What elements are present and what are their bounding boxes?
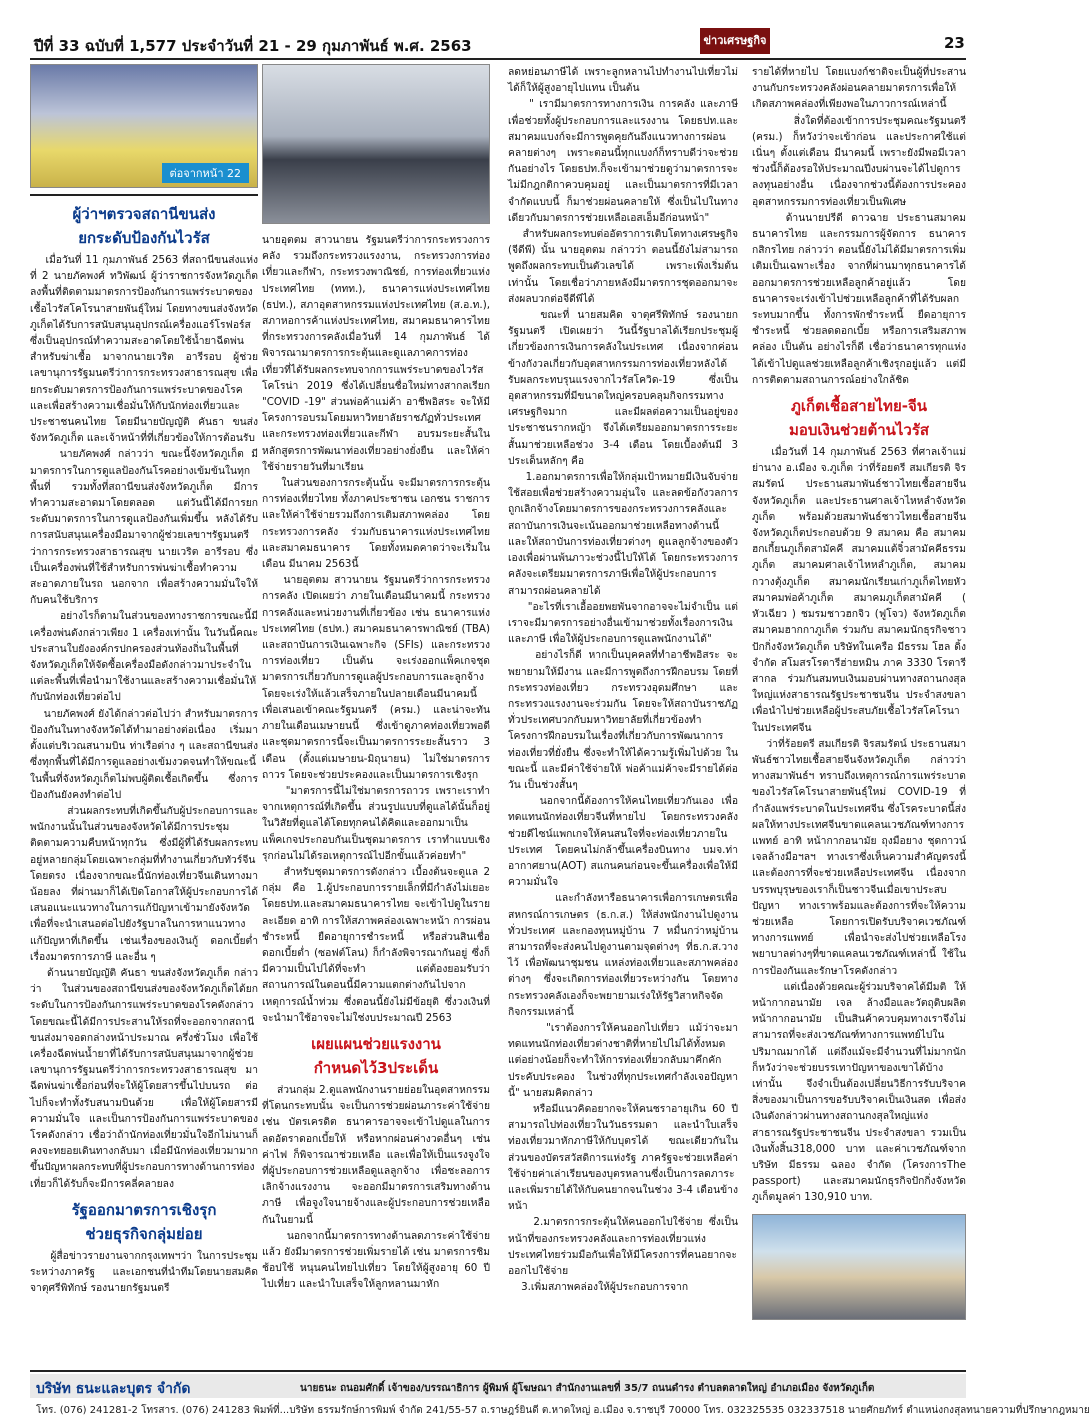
paragraph: รายได้ที่หายไป โดยแบงก์ชาติจะเป็นผู้ที่ประสานงานกับกระทรวงคลังผ่อนคลายมาตรการเพื่อให้เกิดสภาพคล่องที่เพียงพอในภาวการณ์เหล่านี้ <box>752 66 966 111</box>
paragraph: ว่าที่ร้อยตรี สมเกียรติ จิรสมรัตน์ ประธานสมาพันธ์ชาวไทยเชื้อสายจีนจังหวัดภูเก็ต กล่าวว่า ทางสมาพันธ์ฯ ทราบถึงเหตุการณ์การแพร่ระบาด ของไวรัสโคโรนาสายพันธุ์ใหม่ COVID-19 ที่กำลังแพร่ระบาดในประเทศจีน ซึ่งโรคระบาดนี้ส่งผลให้ทางประเทศจีนขาดแคลนเวชภัณฑ์ทางการแพทย์ อาทิ หน้ากากอนามัย ถุงมือยาง ชุดกาวน์ เจลล้างมือฯลฯ ทางเราซึ่งเห็นความสำคัญตรงนี้ และต้องการที่จะช่วยเหลือประเทศจีน เนื่องจากบรรพบุรุษของเราก็เป็นชาวจีนเมื่อเขาประสบปัญหา ทางเราพร้อมและต้องการที่จะให้ความช่วยเหลือ โดยการเปิดรับบริจาคเวชภัณฑ์ทางการแพทย์ เพื่อนำจะส่งไปช่วยเหลือโรงพยาบาลต่างๆที่ขาดแคลนเวชภัณฑ์เหล่านี้ ใช้ในการป้องกันและรักษาโรคดังกล่าว <box>752 737 970 977</box>
header-divider <box>30 58 966 60</box>
paragraph: " เรามีมาตรการทางการเงิน การคลัง และภาษี เพื่อช่วยทั้งผู้ประกอบการและแรงงาน โดยธปท.และสมาคมแบงก์จะมีการพูดคุยกันถึงแนวทางการผ่อนคลายต่างๆ เพราะตอนนี้ทุกแบงก์ก็ทราบดีว่าจะช่วยกันอย่างไร โดยธปท.ก็จะเข้ามาช่วยดูว่ามาตรการจะไม่มีกฎกติกาควบคุมอยู่ และเป็นมาตรการที่มีเวลาจำกัดแบบนี้ ก็มาช่วยผ่อนคลายให้ ซึ่งเป็นไปในทางเดียวกับมาตรการช่วยเหลือเอสเอ็มอีก่อนหน้า" <box>508 98 742 224</box>
paragraph: นายอุตตม สาวนายน รัฐมนตรีว่าการกระทรวงการคลัง เปิดเผยว่า ภายในเดือนมีนาคมนี้ กระทรวงการคลังและหน่วยงานที่เกี่ยวข้อง เช่น ธนาคารแห่งประเทศไทย (ธปท.) สมาคมธนาคารพาณิชย์ (TBA) และสถาบันการเงินเฉพาะกิจ (SFIs) และกระทรวงการท่องเที่ยว เป็นต้น จะเร่งออกแพ็คเกจชุดมาตรการเกี่ยวกับการดูแลผู้ประกอบการและลูกจ้างโดยจะเร่งให้แล้วเสร็จภายในปลายเดือนมีนาคมนี้เพื่อเสนอเข้าคณะรัฐมนตรี (ครม.) และน่าจะทันภายในเดือนเมษายนนี้ ซึ่งเข้าดูภาคท่องเที่ยวพอดี และชุดมาตรการนี้จะเป็นมาตรการระยะสั้นราว 3 เดือน (ตั้งแต่เมษายน-มิถุนายน) ไม่ใช่มาตรการถาวร โดยจะช่วยประคองและเป็นมาตรการเชิงรุก <box>262 574 494 781</box>
paragraph: ส่วนกลุ่ม 2.ดูแลพนักงานรายย่อยในอุตสาหกรรมที่โดนกระทบนั้น จะเป็นการช่วยผ่อนภาระค่าใช้จ่าย เช่น บัตรเครดิต ธนาคารอาจจะเข้าไปดูแลในการลดอัตราดอกเบี้ยให้ หรือหากผ่อนค่างวดอื่นๆ เช่น ค่าไฟ ก็พิจารณาช่วยเหลือ และเพื่อให้เป็นแรงจูงใจที่ผู้ประกอบการช่วยเหลือดูแลลูกจ้าง เพื่อชะลอการเลิกจ้างแรงงาน จะออกมีมาตรการเสริมทางด้านภาษี เพื่อจูงใจนายจ้างและผู้ประกอบการช่วยเหลือกันในยามนี้ <box>262 1083 494 1226</box>
paragraph: นายภัคพงศ์ ยังได้กล่าวต่อไปว่า สำหรับมาตรการป้องกันในทางจังหวัดได้ทำมาอย่างต่อเนื่อง เริ่มมาตั้งแต่บริเวณสนามบิน ท่าเรือต่าง ๆ และสถานีขนส่ง ซึ่งทุกพื้นที่ได้มีการดูแลอย่างเข้มงวดจนทำให้ขณะนี้ในพื้นที่จังหวัดภูเก็ตไม่พบผู้ติดเชื้อเกิดขึ้น ซึ่งการป้องกันยังคงทำต่อไป <box>30 707 262 801</box>
headline-proactive-measures: รัฐออกมาตรการเชิงรุก ช่วยธุรกิจกลุ่มย่อย <box>71 1200 217 1243</box>
paragraph: หรือมีแนวคิดอยากจะให้คนชราอายุเกิน 60 ปี สามารถไปท่องเที่ยวในวันธรรมดา และนำใบเสร็จท่องเที่ยวมาหักภาษีให้กับบุตรได้ ขณะเดียวกันในส่วนของบัตรสวัสดิการแห่งรัฐ ภาครัฐจะช่วยเหลือค่าใช้จ่ายค่าเล่าเรียนของบุตรหลานซึ่งเป็นการลดภาระและเพิ่มรายได้ให้กับคนยากจนในช่วง 3-4 เดือนข้างหน้า <box>508 1103 742 1213</box>
paragraph: อย่างไรก็ตามในส่วนของทางราชการขณะนี้มีเครื่องพ่นดังกล่าวเพียง 1 เครื่องเท่านั้น ในวันนี้คณะประสานใบยังองค์กรปกครองส่วนท้องถิ่นในพื้นที่จังหวัดภูเก็ตให้จัดซื้อเครื่องมือดังกล่าวมาประจำในแต่ละพื้นที่เพื่อนำมาใช้งานและสร้างความเชื่อมั่นให้กับนักท่องเที่ยวต่อไป <box>30 610 258 704</box>
paragraph: 2.มาตรการกระตุ้นให้คนออกไปใช้จ่าย ซึ่งเป็นหน้าที่ของกระทรวงคลังและการท่องเที่ยวแห่งประเทศไทยร่วมมือกันเพื่อให้มีโครงการที่คนอยากจะออกไปใช้จ่าย <box>508 1216 738 1278</box>
publisher-name: บริษัท ธนะและบุตร จำกัด <box>36 1381 191 1397</box>
paragraph: นายอุตตม สาวนายน รัฐมนตรีว่าการกระทรวงการคลัง รวมถึงกระทรวงแรงงาน, กระทรวงการท่องเที่ยวและกีฬา, กระทรวงพาณิชย์, การท่องเที่ยวแห่งประเทศไทย (ททท.), ธนาคารแห่งประเทศไทย (ธปท.), สภาอุตสาหกรรมแห่งประเทศไทย (ส.อ.ท.), สภาหอการค้าแห่งประเทศไทย, สมาคมธนาคารไทย ที่กระทรวงการคลังเมื่อวันที่ 14 กุมภาพันธ์ ได้พิจารณามาตรการกระตุ้นและดูแลภาคการท่องเที่ยวที่ได้รับผลกระทบจากการแพร่ระบาดของไวรัสโคโรน่า 2019 ซึ่งได้เปลี่ยนชื่อใหม่ทางสากลเรียก "COVID -19" ส่วนพ่อค้าแม่ค้า อาชีพอิสระ จะให้มีโครงการอบรมโดยมหาวิทยาลัยราชภัฏทั่วประเทศ และกระทรวงท่องเที่ยวและกีฬา อบรมระยะสั้นในหลักสูตรการพัฒนาท่องเที่ยวอย่างยั่งยืน และให้ค่าใช้จ่ายรายวันที่มาเรียน <box>262 234 494 473</box>
paragraph: ส่วนผลกระทบที่เกิดขึ้นกับผู้ประกอบการและพนักงานนั้นในส่วนของจังหวัดได้มีการประชุมติดตามความคืบหน้าทุกวัน ซึ่งมีผู้ที่ได้รับผลกระทบอยู่หลายกลุ่มโดยเฉพาะกลุ่มที่ทำงานเกี่ยวกับทัวร์จีนโดยตรง เนื่องจากขณะนี้นักท่องเที่ยวจีนเดินทางมาน้อยลง ที่ผ่านมาก็ได้เปิดโอกาสให้ผู้ประกอบการได้เสนอแนะแนวทางในการแก้ปัญหาเข้ามายังจังหวัด เพื่อที่จะนำเสนอต่อไปยังรัฐบาลในการหาแนวทางแก้ปัญหาที่เกิดขึ้น เช่นเรื่องของเงินกู้ ดอกเบี้ยต่ำ เรื่องมาตรการภาษี และอื่น ๆ <box>30 804 262 963</box>
bus-station-photo <box>30 64 258 188</box>
paragraph: 3.เพิ่มสภาพคล่องให้ผู้ประกอบการจาก <box>508 1281 689 1294</box>
headline-labor-plan: เผยแผนช่วยแรงงาน กำหนดไว้3ประเด็น <box>311 1034 441 1077</box>
paragraph: สิ่งใดที่ต้องเข้าการประชุมคณะรัฐมนตรี (ครม.) ก็หวังว่าจะเข้าก่อน และประกาศใช้แต่เนิ่นๆ ตั้งแต่เดือน มีนาคมนี้ เพราะยังมีพอมีเวลา ช่วงนี้ก็ต้องรอให้ประมาณปีงบผ่านจะได้ไปดูการลงทุนอย่างอื่น เนื่องจากช่วงนี้ต้องการประคองอุตสาหกรรมการท่องเที่ยวเป็นพิเศษ <box>752 114 970 208</box>
paragraph: ขณะที่ นายสมคิด จาตุศรีพิทักษ์ รองนายกรัฐมนตรี เปิดเผยว่า วันนี้รัฐบาลได้เรียกประชุมผู้เกี่ยวข้องการเงินการคลังในประเทศ เนื่องจากค่อนข้างกังวลเกี่ยวกับอุตสาหกรรมการท่องเที่ยวหลังได้รับผลกระทบรุนแรงจากไวรัสโควิด-19 ซึ่งเป็นอุตสาหกรรมที่มีขนาดใหญ่ครอบคลุมกิจกรรมทางเศรษฐกิจมาก และมีผลต่อความเป็นอยู่ของประชาชนรากหญ้า จึงได้เตรียมออกมาตรการระยะสั้นมาช่วยเหลือช่วง 3-4 เดือน โดยเบื้องต้นมี 3 ประเด็นหลักๆ คือ <box>508 309 742 467</box>
paragraph: ผู้สื่อข่าวรายงานจากกรุงเทพฯว่า ในการประชุมระหว่างภาครัฐ และเอกชนที่นำทีมโดยนายสมคิด จาตุศรีพิทักษ์ รองนายกรัฐมนตรี <box>30 1249 262 1295</box>
meeting-photo <box>262 64 490 224</box>
paragraph: ในส่วนของการกระตุ้นนั้น จะมีมาตรการกระตุ้นการท่องเที่ยวไทย ทั้งภาคประชาชน เอกชน ราชการ และให้ค่าใช้จ่ายรวมถึงการเติมสภาพคล่อง โดยกระทรวงการคลัง ร่วมกับธนาคารแห่งประเทศไทย และสมาคมธนาคาร โดยทั้งหมดคาดว่าจะเริ่มในเดือน มีนาคม 2563นี้ <box>262 477 494 571</box>
paragraph: นอกจากนี้ต้องการให้คนไทยเที่ยวกันเอง เพื่อทดแทนนักท่องเที่ยวจีนที่หายไป โดยกระทรวงคลังช่วยดีไซน์แพกเกจให้คนสนใจที่จะท่องเที่ยวภายในประเทศ โดยคนไม่กล้าขึ้นเครื่องบินทาง บมจ.ท่าอากาศยาน(AOT) สแกนคนก่อนจะขึ้นเครื่องเพื่อให้มีความมั่นใจ <box>508 795 738 889</box>
paragraph: นายภัคพงศ์ กล่าวว่า ขณะนี้จังหวัดภูเก็ต มีมาตรการในการดูแลป้องกันโรคอย่างเข้มข้นในทุกพื้นที่ รวมทั้งที่สถานีขนส่งจังหวัดภูเก็ต มีการทำความสะอาดมาโดยตลอด แต่วันนี้ได้มีการยกระดับมาตรการในการดูแลป้องกันเพิ่มขึ้น หลังได้รับการสนับสนุนเครื่องมือมาจากผู้ช่วยเลขาฯรัฐมนตรีว่าการกระทรวงสาธารณสุข นายเวริต อารีรอบ ซึ่งเป็นเครื่องพ่นที่ใช้สำหรับการพ่นฆ่าเชื้อทำความสะอาดภายในรถ นอกจาก เพื่อสร้างความมั่นใจให้กับคนใช้บริการ <box>30 448 258 607</box>
column-2 <box>262 64 494 1293</box>
headline-thai-chinese-donation: ภูเก็ตเชื้อสายไทย-จีน มอบเงินช่วยต้านไวรัส <box>788 397 930 440</box>
headline-bus-station: ผู้ว่าฯตรวจสถานีขนส่ง ยกระดับป้องกันไวรัส <box>30 194 258 250</box>
paragraph: แต่เนื่องด้วยคณะผู้ร่วมบริจาคได้มีมติ ให้หน้ากากอนามัย เจล ล้างมือและวัตถุดิบผลิตหน้ากากอนามัย เป็นสินค้าควบคุมทางเราจึงไม่สามารถที่จะส่งเวชภัณฑ์ทางการแพทย์ไปในปริมาณมากได้ แต่ถึงแม้จะมีจำนวนที่ไม่มากนัก ก็หวังว่าจะช่วยบรรเทาปัญหาของเขาได้บ้าง เท่านั้น จึงจำเป็นต้องเปลี่ยนวิธีการรับบริจาคสิ่งของมาเป็นการขอรับบริจาคเป็นเงินสด เพื่อส่งเงินดังกล่าวผ่านทางสถานกงสุลใหญ่แห่งสาธารณรัฐประชาชนจีน ประจำสงขลา รวมเป็นเงินทั้งสิ้น318,000 บาท และค่าเวชภัณฑ์จาก บริษัท มีธรรม ฉลอง จำกัด (โครงการThe passport) และสมาคมนักธุรกิจปักกิ่งจังหวัดภูเก็ตมูลค่า 130,910 บาท. <box>752 980 970 1204</box>
continued-tag: ต่อจากหน้า 22 <box>162 163 249 183</box>
page-header <box>0 0 996 60</box>
newspaper-logo: ข่าวเศรษฐกิจ <box>700 28 770 54</box>
paragraph: "เราต้องการให้คนออกไปเที่ยว แม้ว่าจะมาทดแทนนักท่องเที่ยวต่างชาติที่หายไปไม่ได้ทั้งหมด แต่อย่างน้อยก็จะทำให้การท่องเที่ยวกลับมาคึกคัก ประคับประคอง ในช่วงที่ทุกประเทศกำลังเจอปัญหานี้" นายสมคิดกล่าว <box>508 1021 739 1099</box>
publisher-contact: โทร. (076) 241281-2 โทรสาร. (076) 241283 พิมพ์ที่...บริษัท ธรรมรักษ์การพิมพ์ จำกัด 241/55-57 ถ.ราษฎร์ยินดี ต.หาดใหญ่ อ.เมือง จ.ราชบุรี 70000 โทร. 032325535 032337518 นายศักยภัทร์ ตำแหน่งกงสุลทนายความที่ปรึกษากฎหมาย <box>36 1405 1090 1416</box>
column-4 <box>752 64 970 1320</box>
page-number: 23 <box>944 34 965 52</box>
paragraph: "อะไรที่เราเอื้ออยพยพันจากอาจจะไม่จำเป็น แต่เราจะมีมาตรการอย่างอื่นเข้ามาช่วยทั้งเรื่องการเงินและภาษี เพื่อให้ผู้ประกอบการดูแลพนักงานได้" <box>508 600 738 646</box>
column-3 <box>508 64 742 1295</box>
paragraph: "มาตรการนี้ไม่ใช่มาตรการถาวร เพราะเราทำจากเหตุการณ์ที่เกิดขึ้น ส่วนรูปแบบที่ดูแลได้นั้นก็อยู่ในวิสัยที่ดูแลได้โดยทุกคนได้คิดและออกมาเป็นแพ็คเกจประกอบกันเป็นชุดมาตรการ เราทำแบบเชิงรุกก่อนไม่ได้รอเหตุการณ์ไปอีกขั้นแล้วค่อยทำ" <box>262 784 490 862</box>
issue-info: ปีที่ 33 ฉบับที่ 1,577 ประจำวันที่ 21 - 29 กุมภาพันธ์ พ.ศ. 2563 <box>34 37 472 55</box>
paragraph: สำหรับผลกระทบต่ออัตราการเติบโตทางเศรษฐกิจ (จีดีพี) นั้น นายอุตตม กล่าวว่า ตอนนี้ยังไม่สามารถพูดถึงผลกระทบเป็นตัวเลขได้ เพราะเพิ่งเริ่มต้นเท่านั้น โดยเชื่อว่าภายหลังมีมาตรการชุดออกมาจะส่งผลบวกต่อจีดีพีได้ <box>508 228 742 305</box>
paragraph: สำหรับชุดมาตรการดังกล่าว เบื้องต้นจะดูแล 2 กลุ่ม คือ 1.ผู้ประกอบการรายเล็กที่มีกำลังไม่เยอะ โดยธปท.และสมาคมธนาคารไทย จะเข้าไปดูในรายละเอียด อาทิ การให้สภาพคล่องเฉพาะหน้า การผ่อนชำระหนี้ ยืดอายุการชำระหนี้ หรือส่วนสินเชื่อดอกเบี้ยต่ำ (ซอฟต์โลน) ก็กำลังพิจารณากันอยู่ ซึ่งก็มีความเป็นไปได้ที่จะทำ แต่ต้องยอมรับว่าสถานการณ์ในตอนนี้มีความแตกต่างกันไปจากเหตุการณ์น้ำท่วม ซึ่งตอนนี้ยังไม่มีข้อยุติ ซึ่งวงเงินที่จะนำมาใช้อาจจะไม่ใช่งบประมาณปี 2563 <box>262 865 494 1024</box>
paragraph: ลดหย่อนภาษีได้ เพราะลูกหลานไปทำงานไปเที่ยวไม่ได้ก็ให้ผู้สูงอายุไปแทน เป็นต้น <box>508 66 738 95</box>
column-1 <box>30 64 262 1296</box>
paragraph: อย่างไรก็ดี หากเป็นบุคคลที่ทำอาชีพอิสระ จะพยายามให้มีงาน และมีการพูดถึงการฝึกอบรม โดยที่กระทรวงท่องเที่ยว กระทรวงอุดมศึกษา และกระทรวงแรงงานจะร่วมกัน โดยจะให้สถาบันราชภัฏทั่วประเทศบวกกับมหาวิทยาลัยที่เกี่ยวข้องทำโครงการฝึกอบรมในเรื่องที่เกี่ยวกับการพัฒนาการท่องเที่ยวที่ยั่งยืน ซึ่งจะทำให้ได้ความรู้เพิ่มไปด้วย ในขณะนี้ และมีค่าใช้จ่ายให้ พ่อค้าแม่ค้าจะมีรายได้ต่อวัน เป็นช่วงสั้นๆ <box>508 649 739 791</box>
publisher-address: นายธนะ ถนอมศักดิ์ เจ้าของ/บรรณาธิการ ผู้พิมพ์ ผู้โฆษณา สำนักงานเลขที่ 35/7 ถนนดำรง ตำบลตลาดใหญ่ อำเภอเมือง จังหวัดภูเก็ต <box>300 1383 875 1394</box>
paragraph: ด้านนายปรีดี ดาวฉาย ประธานสมาคมธนาคารไทย และกรรมการผู้จัดการ ธนาคารกสิกรไทย กล่าวว่า ตอนนี้ยังไม่ได้มีมาตรการเพิ่มเติมเป็นเฉพาะเรื่อง จากที่ผ่านมาทุกธนาคารได้ออกมาตรการช่วยเหลือลูกค้าอยู่แล้ว โดยธนาคารจะเร่งเข้าไปช่วยเหลือลูกค้าที่ได้รับผลกระทบมากขึ้น ทั้งการพักชำระหนี้ ยืดอายุการชำระหนี้ ช่วยลดดอกเบี้ย หรือการเสริมสภาพคล่อง เป็นต้น อย่างไรก็ดี เชื่อว่าธนาคารทุกแห่งได้เข้าไปดูแลช่วยเหลือลูกค้าเชิงรุกอยู่แล้ว แต่มีการติดตามสถานการณ์อย่างใกล้ชิด <box>752 211 966 386</box>
paragraph: และกำลังหารือธนาคารเพื่อการเกษตรเพื่อสหกรณ์การเกษตร (ธ.ก.ส.) ให้ส่งพนักงานไปดูงานทั่วประเทศ และกองทุนหมู่บ้าน 7 หมื่นกว่าหมู่บ้านสามารถที่จะส่งคนไปดูงานตามจุดต่างๆ ที่ธ.ก.ส.วางไว้ เพื่อพัฒนาชุมชน แหล่งท่องเที่ยวและสภาพคล่องต่างๆ ซึ่งจะเกิดการท่องเที่ยวระหว่างกัน โดยทางกระทรวงคลังเองก็จะพยายามเร่งให้รัฐวิสาหกิจจัดกิจกรรมเหล่านี้ <box>508 892 738 1018</box>
paragraph: 1.ออกมาตรการเพื่อให้กลุ่มเป้าหมายมีเงินจับจ่ายใช้สอยเพื่อช่วยสร้างความอุ่นใจ และลดข้อกังวลการถูกเลิกจ้างโดยมาตรการของกระทรวงการคลังและสถาบันการเงินจะเน้นออกมาช่วยเหลือทางด้านนี้ และให้สถาบันการท่องเที่ยวต่างๆ ดูแลลูกจ้างของตัวเองเพื่อผ่านพ้นภาวะช่วงนี้ไปให้ได้ โดยกระทรวงการคลังจะเตรียมมาตรการภาษีเพื่อให้ผู้ประกอบการสามารถผ่อนคลายได้ <box>508 471 738 597</box>
paragraph: เมื่อวันที่ 14 กุมภาพันธ์ 2563 ที่ศาลเจ้าแม่ย่านาง อ.เมือง จ.ภูเก็ต ว่าที่ร้อยตรี สมเกียรติ จิรสมรัตน์ ประธานสมาพันธ์ชาวไทยเชื้อสายจีนจังหวัดภูเก็ต และประธานศาลเจ้าไหหลำจังหวัดภูเก็ต พร้อมด้วยสมาพันธ์ชาวไทยเชื้อสายจีนจังหวัดภูเก็ตประกอบด้วย 9 สมาคม คือ สมาคมฮกเกี้ยนภูเก็ตสามัคคี สมาคมแต้จิ๋วสามัคคีธรรมภูเก็ต สมาคมศาลเจ้าไหหลำภูเก็ต, สมาคมกวางตุ้งภูเก็ต สมาคมนักเรียนเก่าภูเก็ตไทยหัว สมาคมพ่อค้าภูเก็ต สมาคมภูเก็ตสามัคคี ( หัวเฉียว ) ชมรมชาวฮกจิว (ฟูโจว) จังหวัดภูเก็ต สมาคมฮากกาภูเก็ต ร่วมกับ สมาคมนักธุรกิจชาวปักกิ่งจังหวัดภูเก็ต บริษัทในเครือ มีธรรม โฮล ดิ้ง จำกัด สโมสรโรตารีฮ่ายหมิน ภาค 3330 โรตารีสากล ร่วมกันสมทบเงินมอบผ่านทางสถานกงสุลใหญ่แห่งสาธารณรัฐประชาชนจีน ประจำสงขลา เพื่อนำไปช่วยเหลือผู้ประสบภัยเชื้อไวรัสโคโรนาในประเทศจีน <box>752 446 970 734</box>
footer-divider <box>30 1370 966 1372</box>
paragraph: นอกจากนี้มาตรการทางด้านลดภาระค่าใช้จ่ายแล้ว ยังมีมาตรการช่วยเพิ่มรายได้ เช่น มาตรการชิมช้อปใช้ หนุนคนไทยไปเที่ยว โดยให้ผู้สูงอายุ 60 ปีไปเที่ยว และนำใบเสร็จให้ลูกหลานมาหัก <box>262 1229 490 1291</box>
donation-photo <box>752 1214 966 1320</box>
paragraph: เมื่อวันที่ 11 กุมภาพันธ์ 2563 ที่สถานีขนส่งแห่งที่ 2 นายภัคพงศ์ ทวิพัฒน์ ผู้ว่าราชการจังหวัดภูเก็ต ลงพื้นที่ติดตามมาตรการป้องกันการแพร่ระบาดของเชื้อไวรัสโคโรนาสายพันธุ์ใหม่ โดยทางขนส่งจังหวัดภูเก็ตได้รับการสนับสนุนอุปกรณ์เครื่องแอร์โรฟอร์ส ซึ่งเป็นอุปกรณ์ทำความสะอาดโดยใช้น้ำยาฉีดพ่นสำหรับฆ่าเชื้อ มาจากนายเวริต อารีรอบ ผู้ช่วยเลขานุการรัฐมนตรีว่าการกระทรวงสาธารณสุข เพื่อยกระดับมาตรการป้องกันการแพร่ระบาดของโรคและเพื่อสร้างความเชื่อมั่นให้กับนักท่องเที่ยวและประชาชนคนไทย โดยมีนายบัญญัติ คันธา ขนส่งจังหวัดภูเก็ต และเจ้าหน้าที่ที่เกี่ยวข้องให้การต้อนรับ <box>30 254 262 445</box>
paragraph: ด้านนายบัญญัติ คันธา ขนส่งจังหวัดภูเก็ต กล่าวว่า ในส่วนของสถานีขนส่งของจังหวัดภูเก็ตได้ยกระดับในการป้องกันการแพร่ระบาดของโรคดังกล่าวโดยขณะนี้ได้มีการประสานให้รถที่จะออกจากสถานีขนส่งมาจอดกล่างหน้าประมาณ ครึ่งชั่วโมง เพื่อใช้เครื่องฉีดพ่นน้ำยาที่ได้รับการสนับสนุนมาจากผู้ช่วยเลขานุการรัฐมนตรีว่าการกระทรวงสาธารณสุข มาฉีดพ่นฆ่าเชื้อก่อนที่จะให้ผู้โดยสารขึ้นไปบนรถ ต่อไปก็จะทำทั้งรับสนามบินด้วย เพื่อให้ผู้โดยสารมีความมั่นใจ และเป็นการป้องกันการแพร่ระบาดของโรคดังกล่าว เชื่อว่าถ้านักท่องเที่ยวมั่นใจอีกไม่นานก็คงจะทยอยเดินทางกลับมา เมื่อมีนักท่องเที่ยวมามากขึ้นปัญหาผลกระทบที่ผู้ประกอบการทางด้านการท่องเที่ยวก็ได้รับก็จะมีการคลี่คลายลง <box>30 966 258 1190</box>
